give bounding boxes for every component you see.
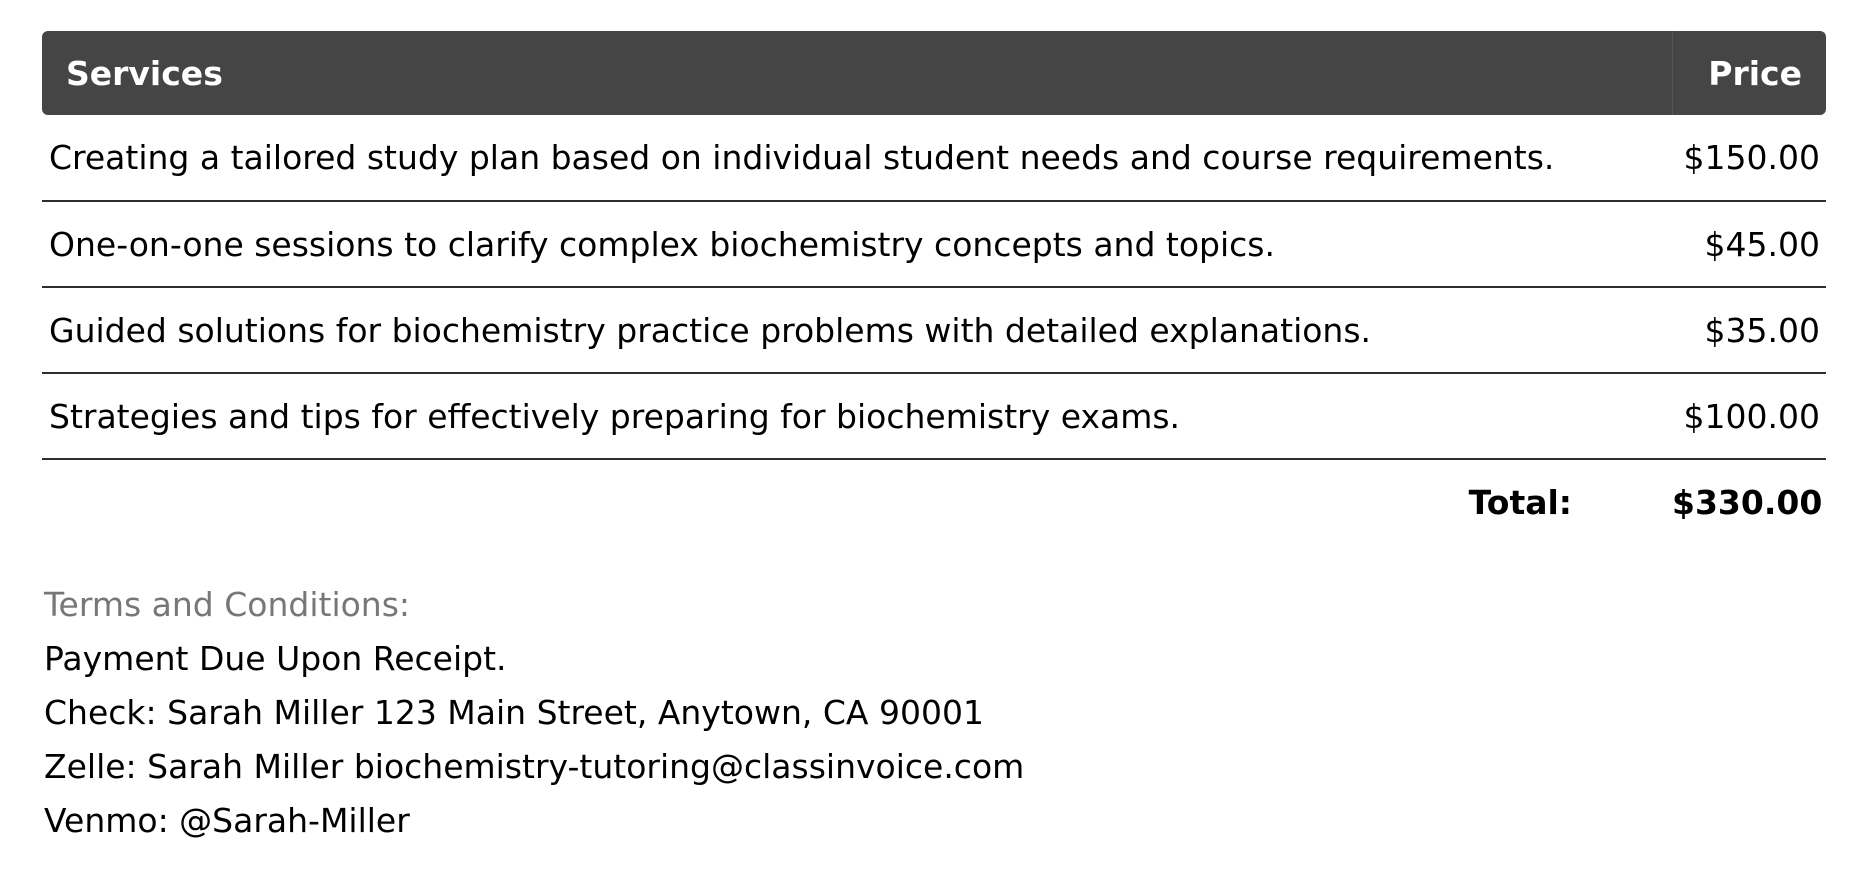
service-description: Guided solutions for biochemistry practice problems with detailed explanations. (42, 287, 1672, 373)
service-price: $100.00 (1672, 373, 1826, 459)
terms-section (44, 578, 1544, 848)
terms-venmo-info: Venmo: @Sarah-Miller (44, 801, 410, 840)
total-row (42, 459, 1826, 545)
service-price: $35.00 (1672, 287, 1826, 373)
table-row (42, 287, 1826, 373)
service-description: One-on-one sessions to clarify complex biochemistry concepts and topics. (42, 201, 1672, 287)
table-row (42, 201, 1826, 287)
services-table (42, 31, 1826, 545)
service-description: Creating a tailored study plan based on individual student needs and course requirements. (42, 115, 1672, 201)
service-description: Strategies and tips for effectively preparing for biochemistry exams. (42, 373, 1672, 459)
price-column-header: Price (1672, 31, 1826, 115)
service-price: $150.00 (1672, 115, 1826, 201)
terms-check-info: Check: Sarah Miller 123 Main Street, Anytown, CA 90001 (44, 693, 984, 732)
invoice-services-section (42, 31, 1826, 545)
total-label: Total: (1468, 483, 1572, 522)
table-header-row (42, 31, 1826, 115)
table-row (42, 115, 1826, 201)
terms-heading: Terms and Conditions: (44, 585, 411, 624)
table-row (42, 373, 1826, 459)
total-amount: $330.00 (1672, 483, 1823, 522)
service-price: $45.00 (1672, 201, 1826, 287)
services-column-header: Services (42, 31, 1672, 115)
terms-payment-due: Payment Due Upon Receipt. (44, 639, 507, 678)
terms-zelle-info: Zelle: Sarah Miller biochemistry-tutoring@classinvoice.com (44, 747, 1025, 786)
